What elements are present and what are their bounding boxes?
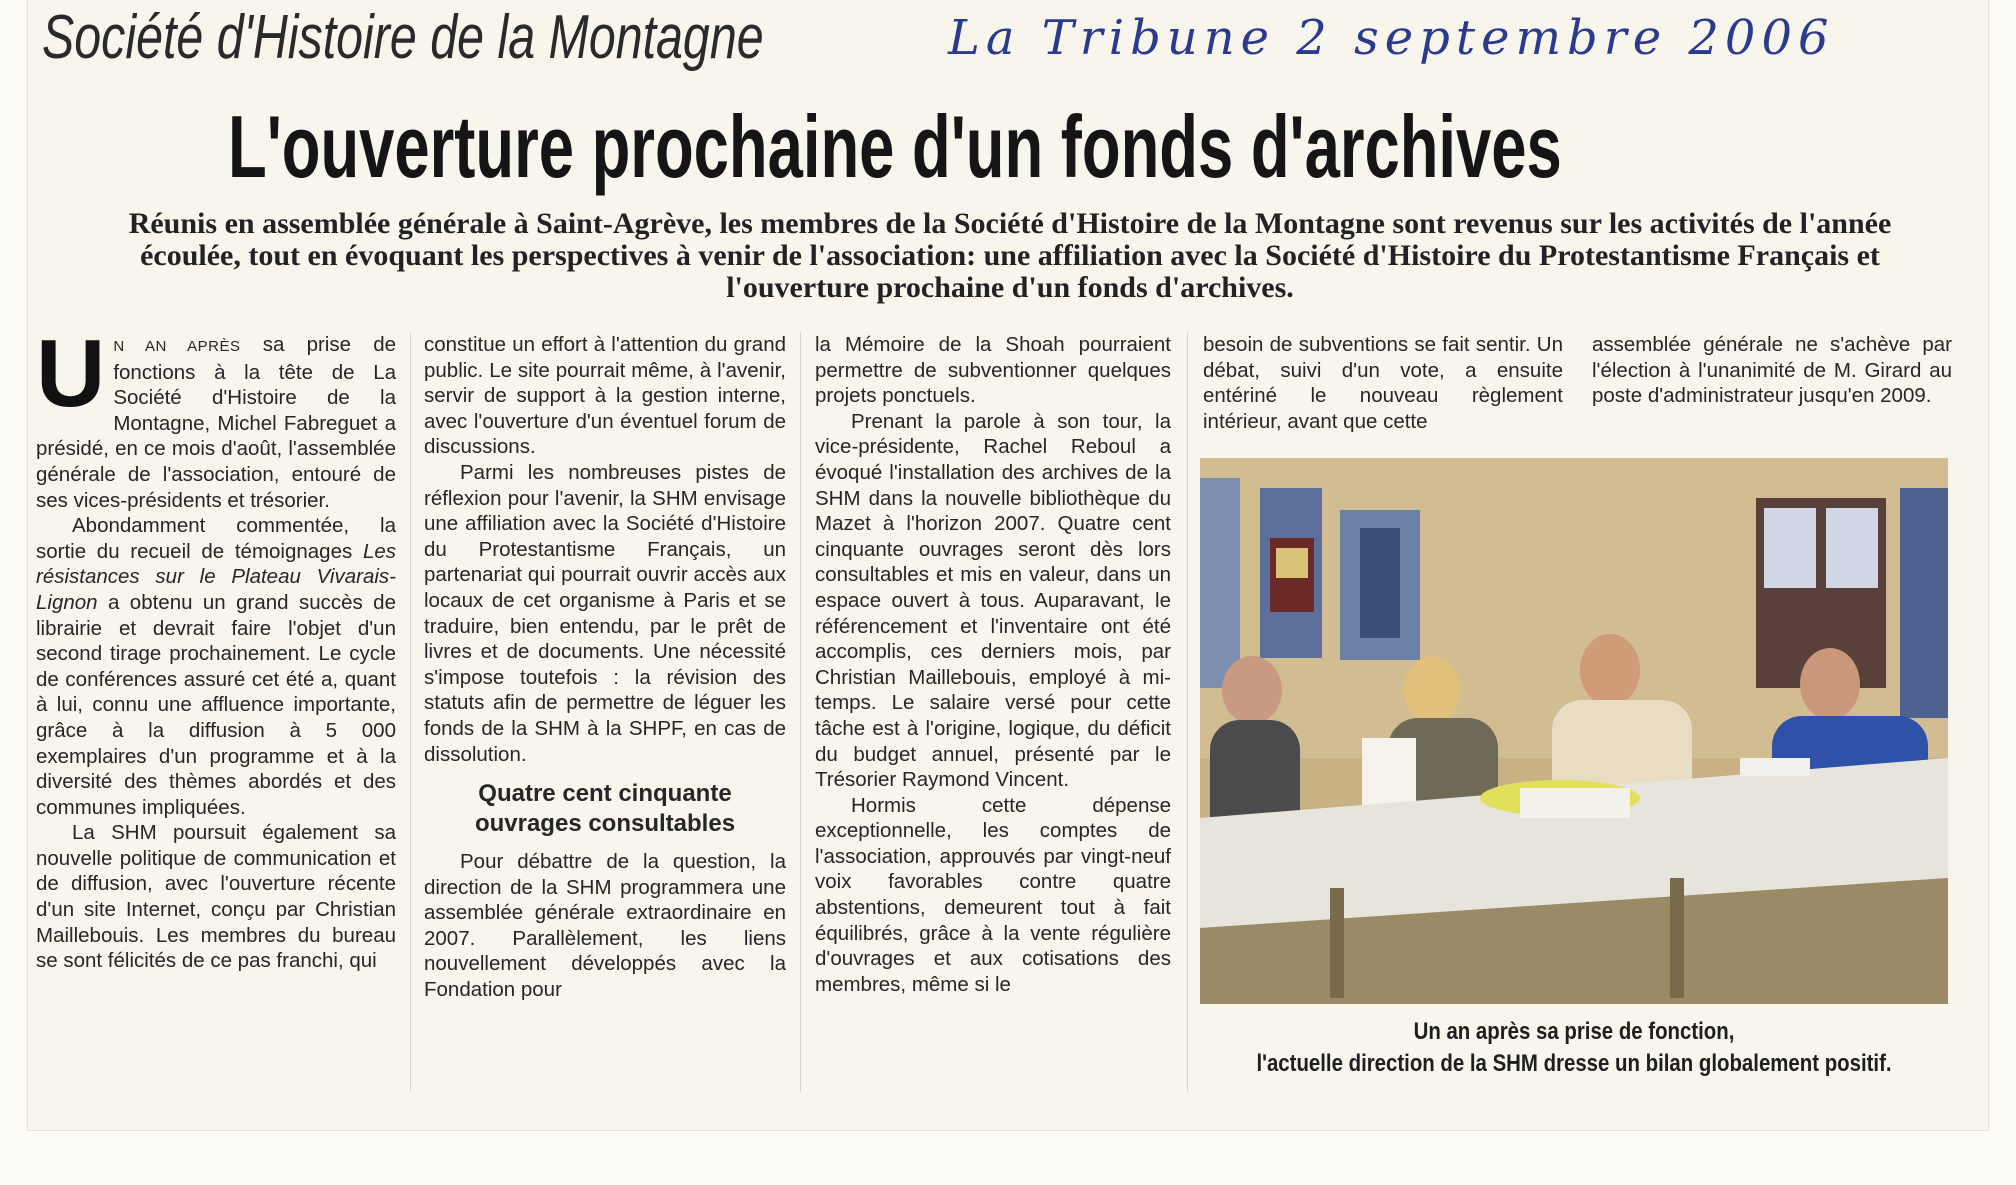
article-column-3 (815, 332, 1171, 1092)
article-column-4 (1203, 332, 1563, 442)
headline: L'ouverture prochaine d'un fonds d'archives (228, 97, 1562, 196)
article-column-5 (1592, 332, 1952, 442)
paragraph (36, 513, 396, 820)
paragraph: Prenant la parole à son tour, la vice-présidente, Rachel Reboul a évoqué l'installation des archives de la SHM dans la nouvelle bibliothèque du Mazet à l'horizon 2007. Quatre cent cinquante ouvrages seront dès lors consultables et mis en valeur, dans un espace ouvert à tous. Auparavant, le référencement et l'inventaire ont été accomplis, ces derniers mois, par Christian Maillebouis, employé à mi-temps. Le salaire versé pour cette tâche est à l'origine, logique, du déficit du budget annuel, présenté par le Trésorier Raymond Vincent. (815, 409, 1171, 792)
section-kicker: Société d'Histoire de la Montagne (42, 3, 764, 72)
subheading: Quatre cent cinquante ouvrages consultables (474, 780, 736, 838)
column-rule (1187, 332, 1188, 1092)
caption-line-1: Un an après sa prise de fonction, (1413, 1018, 1735, 1045)
paragraph-text: Abondamment commentée, la sortie du recueil de témoignages (36, 514, 396, 563)
column-rule (410, 332, 411, 1092)
handwritten-source-note: La Tribune 2 septembre 2006 (948, 10, 1835, 66)
article-column-1 (36, 332, 396, 1092)
paragraph: assemblée générale ne s'achève par l'élection à l'unanimité de M. Girard au poste d'administrateur jusqu'en 2009. (1592, 333, 1952, 408)
drop-cap: U (36, 332, 106, 427)
paragraph-text: a obtenu un grand succès de librairie et devrait faire l'objet d'un second tirage prochainement. Le cycle de conférences assuré cet été a, quant à lui, connu une affluence importante, grâce à la diffusion à 5 000 exemplaires d'un programme et à la diversité des thèmes abordés et des communes impliquées. (36, 590, 396, 819)
paragraph: Parmi les nombreuses pistes de réflexion pour l'avenir, la SHM envisage une affiliation avec la Société d'Histoire du Protestantisme Français, un partenariat qui pourrait ouvrir accès aux locaux de cet organisme à Paris et se traduire, bien entendu, par le prêt de livres et de documents. Une nécessité s'impose toutefois : la révision des statuts afin de permettre de léguer les fonds de la SHM à la SHPF, en cas de dissolution. (424, 460, 786, 766)
opening-smallcaps: N AN APRÈS (113, 338, 241, 355)
caption-line-2: l'actuelle direction de la SHM dresse un bilan globalement positif. (1256, 1050, 1892, 1077)
paragraph (36, 332, 396, 513)
paragraph: la Mémoire de la Shoah pourraient permettre de subventionner quelques projets ponctuels. (815, 333, 1171, 408)
lead-paragraph: Réunis en assemblée générale à Saint-Agrève, les membres de la Société d'Histoire de la Montagne sont revenus sur les activités de l'année écoulée, tout en évoquant les perspectives à venir de l'association: une affiliation avec la Société d'Histoire du Protestantisme Français et l'ouverture prochaine d'un fonds d'archives. (128, 207, 1892, 304)
paragraph: La SHM poursuit également sa nouvelle politique de communication et de diffusion, avec l'ouverture récente d'un site Internet, conçu par Christian Maillebouis. Les membres du bureau se sont félicités de ce pas franchi, qui (36, 821, 396, 973)
paragraph: Hormis cette dépense exceptionnelle, les comptes de l'association, approuvés par vingt-neuf voix favorables contre quatre abstentions, demeurent tout à fait équilibrés, grâce à la vente régulière d'ouvrages et aux cotisations des membres, même si le (815, 793, 1171, 996)
paragraph-text: sa prise de fonctions à la tête de La Société d'Histoire de la Montagne, Michel Fabreguet a présidé, en ce mois d'août, l'assemblée générale de l'association, entouré de ses vices-présidents et trésorier. (36, 333, 396, 512)
book-title: Les résistances sur le Plateau Vivarais-Lignon (36, 539, 396, 614)
paragraph: constitue un effort à l'attention du grand public. Le site pourrait même, à l'avenir, servir de support à la gestion interne, avec l'ouverture d'un éventuel forum de discussions. (424, 333, 786, 459)
column-rule (800, 332, 801, 1092)
photo-caption (1256, 1016, 1892, 1080)
paragraph: besoin de subventions se fait sentir. Un débat, suivi d'un vote, a ensuite entériné le nouveau règlement intérieur, avant que cette (1203, 333, 1563, 433)
paragraph: Pour débattre de la question, la direction de la SHM programmera une assemblée générale extraordinaire en 2007. Parallèlement, les liens nouvellement développés avec la Fondation pour (424, 850, 786, 1002)
meeting-photo (1200, 458, 1948, 1004)
article-column-2 (424, 332, 786, 1092)
meeting-photo-illustration (1200, 458, 1948, 1004)
